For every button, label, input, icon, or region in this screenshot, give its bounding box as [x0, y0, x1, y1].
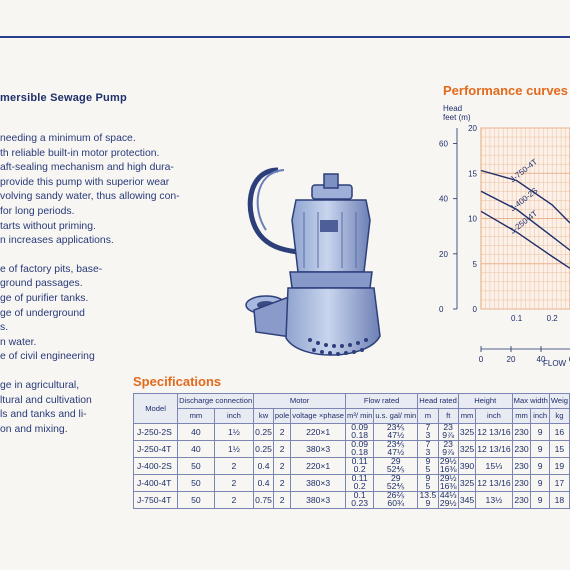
application-line: e of factory pits, base- — [0, 263, 103, 275]
x-tick-label: 40 — [536, 355, 546, 364]
cell-h1: 325 — [458, 441, 475, 458]
performance-title: Performance curves — [443, 83, 569, 98]
cell-mm: 40 — [178, 424, 215, 441]
col-kg: kg — [549, 409, 569, 424]
cell-model: J-250-2S — [134, 424, 178, 441]
application-line: ge in agricultural, — [0, 379, 80, 391]
cell-w2: 9 — [531, 475, 549, 492]
cell-value: 0.23 — [351, 498, 369, 508]
cell-value: 60¾ — [387, 498, 405, 508]
table-row — [134, 492, 570, 509]
col-voltage: voltage ×phase — [291, 409, 346, 424]
table-row — [134, 441, 570, 458]
col-width-mm: mm — [512, 409, 531, 424]
application-line: s. — [0, 322, 9, 334]
application-line: on and mixing. — [0, 423, 68, 435]
cell-voltage: 380×3 — [291, 475, 346, 492]
feature-line: needing a minimum of space. — [0, 133, 136, 144]
cell-pair — [438, 441, 458, 458]
cell-pole: 2 — [273, 492, 290, 509]
cell-mm: 50 — [178, 492, 215, 509]
cell-pair — [374, 424, 418, 441]
feature-line: th reliable built-in motor protection. — [0, 147, 160, 159]
cell-w2: 9 — [531, 458, 549, 475]
cell-value: 13.5 — [419, 490, 437, 500]
cell-h2: 13½ — [476, 492, 512, 509]
col-m: m — [418, 409, 438, 424]
cell-pair — [374, 458, 418, 475]
cell-value: 47½ — [387, 447, 405, 457]
table-row — [134, 424, 570, 441]
specifications-table — [133, 393, 570, 509]
application-line: ground passages. — [0, 278, 83, 290]
cell-pair — [418, 441, 438, 458]
cell-pair — [438, 424, 458, 441]
cell-w1: 230 — [512, 424, 531, 441]
feature-line: for long periods. — [0, 205, 75, 217]
cell-pair — [374, 492, 418, 509]
cell-h2: 12 13/16 — [476, 475, 512, 492]
series-label: J-750-4T — [508, 157, 540, 185]
y-ticks-feet — [439, 128, 457, 314]
cell-value: 3 — [425, 447, 431, 457]
col-flow-rated: Flow rated — [346, 394, 418, 409]
cell-mm: 40 — [178, 441, 215, 458]
cell-pair — [418, 492, 438, 509]
y-tick-label: 0 — [472, 305, 477, 314]
cell-value: 0.18 — [351, 430, 369, 440]
cell-pair — [438, 458, 458, 475]
cell-inch: 2 — [214, 475, 254, 492]
cell-voltage: 380×3 — [291, 441, 346, 458]
feature-list — [0, 132, 220, 437]
col-m3min: m³/ min — [346, 409, 374, 424]
application-line: n water. — [0, 336, 37, 348]
cell-model: J-250-4T — [134, 441, 178, 458]
x-ticks-m3 — [511, 314, 558, 323]
cell-value: 23 — [443, 422, 453, 432]
cell-model: J-400-4T — [134, 475, 178, 492]
col-width-inch: inch — [531, 409, 549, 424]
cell-value: 26⅖ — [386, 490, 405, 500]
cell-inch: 2 — [214, 458, 254, 475]
cell-value: 0.11 — [351, 473, 368, 483]
y-tick-label: 5 — [472, 259, 477, 269]
cell-pair — [374, 475, 418, 492]
y-tick-label: 60 — [439, 139, 448, 149]
col-pole: pole — [273, 409, 290, 424]
col-motor: Motor — [254, 394, 346, 409]
y-tick-label: 15 — [468, 169, 477, 179]
cell-pole: 2 — [273, 424, 290, 441]
cell-w1: 230 — [512, 475, 531, 492]
cell-model: J-750-4T — [134, 492, 178, 509]
feature-line: volving sandy water, thus allowing con- — [0, 191, 180, 203]
cell-pair — [438, 475, 458, 492]
cell-inch: 1½ — [214, 441, 254, 458]
cell-value: 16⅜ — [439, 481, 457, 491]
cell-kw: 0.4 — [254, 458, 274, 475]
feature-line: n increases applications. — [0, 235, 114, 247]
cell-kw: 0.25 — [254, 441, 274, 458]
application-line: e of civil engineering — [0, 351, 95, 363]
cell-inch: 2 — [214, 492, 254, 509]
cell-kg: 16 — [549, 424, 569, 441]
cell-voltage: 380×3 — [291, 492, 346, 509]
y-tick-label: 10 — [468, 214, 477, 224]
specifications-title: Specifications — [133, 374, 222, 389]
cell-pole: 2 — [273, 475, 290, 492]
cell-h1: 345 — [458, 492, 475, 509]
cell-model: J-400-2S — [134, 458, 178, 475]
cell-value: 29 — [391, 456, 401, 466]
cell-mm: 50 — [178, 458, 215, 475]
x-tick-label: 0.1 — [511, 314, 523, 323]
cell-kw: 0.4 — [254, 475, 274, 492]
cell-value: 7 — [425, 422, 431, 432]
cell-w2: 9 — [531, 492, 549, 509]
cell-h1: 325 — [458, 475, 475, 492]
feature-spacer — [0, 249, 220, 263]
cell-value: 47½ — [387, 430, 405, 440]
cell-value: 5 — [425, 481, 431, 491]
x-axis-label: FLOW — [543, 359, 567, 368]
cell-inch: 1½ — [214, 424, 254, 441]
cell-pair — [346, 424, 374, 441]
application-line: ge of underground — [0, 307, 85, 319]
cell-value: 5 — [425, 464, 431, 474]
col-ft: ft — [438, 409, 458, 424]
specifications-body — [134, 424, 570, 509]
x-tick-label: 0.2 — [546, 314, 558, 323]
cell-value: 0.09 — [351, 422, 369, 432]
cell-value: 23 — [443, 439, 453, 449]
col-weight: Weig — [549, 394, 569, 409]
cell-value: 0.09 — [351, 439, 369, 449]
cell-pole: 2 — [273, 458, 290, 475]
pump-illustration — [238, 160, 388, 380]
cell-kg: 15 — [549, 441, 569, 458]
cell-value: 9 — [425, 498, 431, 508]
cell-value: 0.1 — [353, 490, 366, 500]
cell-value: 29½ — [439, 473, 457, 483]
col-usgal: u.s. gal/ min — [374, 409, 418, 424]
cell-w2: 9 — [531, 441, 549, 458]
y-tick-label: 20 — [468, 124, 477, 133]
col-model: Model — [134, 394, 178, 424]
cell-kg: 19 — [549, 458, 569, 475]
section-heading: mersible Sewage Pump — [0, 92, 127, 104]
cell-w1: 230 — [512, 492, 531, 509]
col-height-mm: mm — [458, 409, 475, 424]
cell-pair — [418, 475, 438, 492]
application-line: ltural and cultivation — [0, 394, 92, 406]
cell-value: 0.18 — [351, 447, 369, 457]
cell-pair — [346, 492, 374, 509]
cell-h2: 12 13/16 — [476, 441, 512, 458]
cell-value: 44⅓ — [439, 490, 457, 500]
cell-pair — [418, 424, 438, 441]
y-axis-label-unit: feet (m) — [443, 113, 471, 122]
cell-value: 29 — [391, 473, 401, 483]
cell-h2: 15⅓ — [476, 458, 512, 475]
top-rule — [0, 36, 570, 38]
cell-voltage: 220×1 — [291, 458, 346, 475]
y-tick-label: 40 — [439, 194, 448, 204]
col-inch: inch — [214, 409, 254, 424]
x-tick-label: 0 — [478, 355, 484, 364]
cell-value: 52⅘ — [386, 481, 405, 491]
cell-pair — [418, 458, 438, 475]
feature-line: tarts without priming. — [0, 220, 96, 232]
col-kw: kw — [254, 409, 274, 424]
series-label: J-250-4T — [508, 208, 540, 236]
cell-h1: 325 — [458, 424, 475, 441]
cell-value: 9⅞ — [442, 447, 455, 457]
cell-pair — [346, 458, 374, 475]
y-tick-label: 20 — [439, 249, 448, 259]
table-row — [134, 458, 570, 475]
y-ticks-meters — [468, 124, 477, 314]
cell-value: 29½ — [439, 498, 457, 508]
cell-value: 23⅘ — [386, 439, 405, 449]
x-tick-label: 20 — [506, 355, 516, 364]
cell-value: 0.2 — [353, 481, 366, 491]
cell-w1: 230 — [512, 458, 531, 475]
y-axis-label-head: Head — [443, 104, 463, 113]
cell-value: 29½ — [439, 456, 457, 466]
cell-value: 9 — [425, 473, 431, 483]
cell-w1: 230 — [512, 441, 531, 458]
col-mm: mm — [178, 409, 215, 424]
application-line: ls and tanks and li- — [0, 409, 87, 421]
cell-pole: 2 — [273, 441, 290, 458]
cell-w2: 9 — [531, 424, 549, 441]
cell-h1: 390 — [458, 458, 475, 475]
cell-value: 0.2 — [353, 464, 366, 474]
cell-value: 52⅘ — [386, 464, 405, 474]
cell-mm: 50 — [178, 475, 215, 492]
cell-value: 9 — [425, 456, 431, 466]
cell-pair — [346, 441, 374, 458]
performance-chart — [425, 98, 570, 370]
col-head-rated: Head rated — [418, 394, 459, 409]
y-tick-label: 0 — [439, 305, 444, 314]
cell-value: 7 — [425, 439, 431, 449]
cell-value: 23⅘ — [386, 422, 405, 432]
cell-voltage: 220×1 — [291, 424, 346, 441]
cell-pair — [438, 492, 458, 509]
cell-kw: 0.75 — [254, 492, 274, 509]
cell-pair — [374, 441, 418, 458]
cell-kg: 17 — [549, 475, 569, 492]
feature-line: aft-sealing mechanism and high dura- — [0, 162, 174, 174]
cell-value: 9⅞ — [442, 430, 455, 440]
col-max-width: Max width — [512, 394, 549, 409]
series-label: J-400-2S — [508, 185, 540, 214]
table-row — [134, 475, 570, 492]
cell-kg: 18 — [549, 492, 569, 509]
col-height-inch: inch — [476, 409, 512, 424]
feature-line: provide this pump with superior wear — [0, 176, 170, 188]
cell-kw: 0.25 — [254, 424, 274, 441]
cell-value: 16⅜ — [439, 464, 457, 474]
cell-value: 3 — [425, 430, 431, 440]
application-line: ge of purifier tanks. — [0, 292, 89, 304]
col-discharge: Discharge connection — [178, 394, 254, 409]
cell-value: 0.11 — [351, 456, 368, 466]
col-height: Height — [458, 394, 512, 409]
cell-pair — [346, 475, 374, 492]
cell-h2: 12 13/16 — [476, 424, 512, 441]
